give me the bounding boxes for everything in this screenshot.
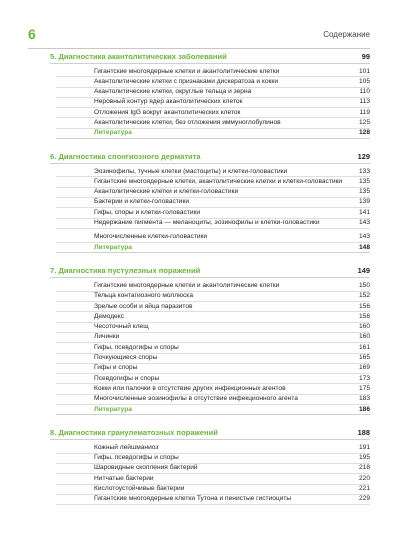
- toc-entry[interactable]: [56, 281, 370, 291]
- entry-title: Зрелые особи и яйца паразитов: [94, 302, 193, 310]
- page-number: 6: [28, 26, 36, 42]
- entry-page-number: 125: [358, 118, 370, 126]
- entry-title: Кокки или палочки в отсутствие других инфекционных агентов: [94, 384, 286, 392]
- entry-page-number: 113: [359, 98, 370, 106]
- toc-chapter: [50, 152, 370, 253]
- entry-page-number: 135: [358, 188, 370, 196]
- toc-entry[interactable]: [56, 454, 370, 464]
- toc-entry[interactable]: [56, 374, 370, 384]
- entry-page-number: 173: [358, 374, 370, 382]
- entry-page-number: 161: [358, 343, 370, 351]
- toc-entry[interactable]: [56, 292, 370, 302]
- entry-title: Эозинофилы, тучные клетки (мастоциты) и клетки-головастики: [94, 167, 288, 175]
- entry-title: Нитчатые бактерии: [94, 474, 154, 482]
- toc-entry[interactable]: [56, 198, 370, 208]
- entry-page-number: 119: [359, 108, 370, 116]
- entry-title: Чесоточный клещ: [94, 323, 149, 331]
- toc-entry[interactable]: [56, 233, 370, 243]
- toc-entry[interactable]: [56, 354, 370, 364]
- toc-entry[interactable]: [56, 364, 370, 374]
- entry-title: Литература: [94, 129, 132, 137]
- entry-page-number: 218: [358, 464, 370, 472]
- toc-entry[interactable]: [56, 302, 370, 312]
- entry-page-number: 139: [358, 198, 370, 206]
- entry-title: Почкующиеся споры: [94, 354, 158, 362]
- entry-page-number: 156: [358, 302, 370, 310]
- entry-page-number: 133: [358, 167, 370, 175]
- entry-page-number: 150: [358, 281, 370, 289]
- entry-title: Акантолитические клетки с признаками дискератоза и кокки: [94, 77, 279, 85]
- entry-title: Гифы, псевдогифы и споры: [94, 343, 179, 351]
- entry-page-number: 221: [358, 485, 370, 492]
- entry-title: Гифы и споры: [94, 364, 138, 372]
- chapter-page-number: 149: [357, 266, 370, 276]
- toc-entry[interactable]: [56, 443, 370, 453]
- entry-title: Многочисленные клетки-головастики: [94, 233, 208, 241]
- toc-entry[interactable]: [56, 208, 370, 218]
- entry-title: Акантолитические клетки, округлые тельца и зерна: [94, 88, 252, 96]
- toc-entry[interactable]: [56, 108, 370, 118]
- toc-entry[interactable]: [56, 333, 370, 343]
- toc-entry[interactable]: [56, 88, 370, 98]
- chapter-heading[interactable]: [50, 152, 370, 164]
- toc-entry[interactable]: [56, 485, 370, 495]
- toc-entry[interactable]: [56, 395, 370, 405]
- entry-title: Акантолитические клетки, без отложения иммуноглобулинов: [94, 118, 281, 126]
- entry-title: Гигантские многоядерные клетки и акантолитические клетки: [94, 281, 280, 289]
- toc-chapter: [50, 266, 370, 415]
- entry-title: Псевдогифы и споры: [94, 374, 160, 382]
- entry-page-number: 128: [358, 129, 370, 137]
- toc-entry[interactable]: [56, 495, 370, 505]
- entry-page-number: 152: [358, 292, 370, 300]
- entry-page-number: 141: [358, 208, 370, 216]
- chapter-page-number: 129: [357, 152, 370, 162]
- literature-entry[interactable]: [56, 405, 370, 415]
- toc-entry[interactable]: [56, 343, 370, 353]
- entry-title: Тельца контагиозного моллюска: [94, 292, 194, 300]
- toc-entry[interactable]: [56, 67, 370, 77]
- entry-page-number: 220: [358, 474, 370, 482]
- entry-page-number: 191: [358, 443, 370, 451]
- entry-title: Гифы, псевдогифы и споры: [94, 454, 179, 462]
- toc-entry[interactable]: [56, 323, 370, 333]
- entry-title: Отложения IgG вокруг акантолитических клеток: [94, 108, 241, 116]
- entry-title: Акантолитические клетки и клетки-головастики: [94, 188, 239, 196]
- entry-page-number: 105: [358, 77, 370, 85]
- chapter-page-number: 99: [361, 52, 370, 61]
- toc-entry[interactable]: [56, 464, 370, 474]
- entry-title: Недержание пигмента — меланоциты, эозинофилы и клетки-головастики: [94, 219, 320, 227]
- entry-title: Гифы, споры и клетки-головастики: [94, 208, 201, 216]
- entry-page-number: 101: [358, 67, 370, 75]
- entry-page-number: 160: [358, 323, 370, 331]
- entry-page-number: 165: [358, 354, 370, 362]
- toc-entry[interactable]: [56, 219, 370, 229]
- running-title: Содержание: [323, 30, 370, 39]
- toc-entry[interactable]: [56, 188, 370, 198]
- chapter-page-number: 188: [357, 428, 370, 438]
- entry-title: Кожный лейшманиоз: [94, 443, 159, 451]
- toc-entry[interactable]: [56, 312, 370, 322]
- toc-entry[interactable]: [56, 118, 370, 128]
- literature-entry[interactable]: [56, 243, 370, 253]
- entry-title: Литература: [94, 243, 132, 251]
- entry-title: Многочисленные эозинофилы в отсутствие инфекционного агента: [94, 395, 298, 403]
- toc-entry[interactable]: [56, 167, 370, 177]
- toc-entry[interactable]: [56, 474, 370, 484]
- entry-page-number: 156: [358, 312, 370, 320]
- entry-title: Гигантские многоядерные клетки, акантолитические клетки и клетки-головастики: [94, 177, 343, 185]
- entry-page-number: 135: [358, 177, 370, 185]
- entry-title: Бактерии и клетки-головастики: [94, 198, 190, 206]
- entry-page-number: 186: [358, 405, 370, 413]
- entry-title: Неровный контур ядер акантолитических клеток: [94, 98, 243, 106]
- toc-chapter: [50, 52, 370, 139]
- literature-entry[interactable]: [56, 129, 370, 139]
- toc-entry[interactable]: [56, 98, 370, 108]
- chapter-heading[interactable]: [50, 428, 370, 440]
- entry-page-number: 195: [358, 454, 370, 462]
- chapter-heading[interactable]: [50, 52, 370, 64]
- entry-title: Гигантские многоядерные клетки Тутона и пенистые гистиоциты: [94, 495, 292, 503]
- chapter-title: 7. Диагностика пустулезных поражений: [50, 266, 201, 276]
- entry-page-number: 143: [358, 219, 370, 227]
- entry-page-number: 229: [358, 495, 370, 503]
- chapter-title: 8. Диагностика гранулематозных поражений: [50, 428, 218, 438]
- toc-chapter: [50, 428, 370, 505]
- chapter-heading[interactable]: [50, 266, 370, 278]
- entry-page-number: 143: [358, 233, 370, 241]
- toc-entry[interactable]: [56, 384, 370, 394]
- entry-page-number: 169: [358, 364, 370, 372]
- chapter-title: 6. Диагностика спонгиозного дерматита: [50, 152, 201, 162]
- entry-page-number: 183: [358, 395, 370, 403]
- entry-title: Демодекс: [94, 312, 124, 320]
- entry-title: Гигантские многоядерные клетки и акантолитические клетки: [94, 67, 280, 75]
- entry-title: Личинки: [94, 333, 120, 341]
- table-of-contents: [50, 52, 370, 518]
- entry-page-number: 175: [358, 384, 370, 392]
- entry-title: Литература: [94, 405, 132, 413]
- page-header: [28, 26, 370, 49]
- chapter-title: 5. Диагностика акантолитических заболеваний: [50, 52, 227, 61]
- entry-title: Шаровидные скопления бактерий: [94, 464, 198, 472]
- entry-page-number: 160: [358, 333, 370, 341]
- entry-title: Кислотоустойчивые бактерии: [94, 485, 185, 492]
- toc-entry[interactable]: [56, 77, 370, 87]
- entry-page-number: 148: [358, 243, 370, 251]
- toc-entry[interactable]: [56, 177, 370, 187]
- entry-page-number: 110: [359, 88, 370, 96]
